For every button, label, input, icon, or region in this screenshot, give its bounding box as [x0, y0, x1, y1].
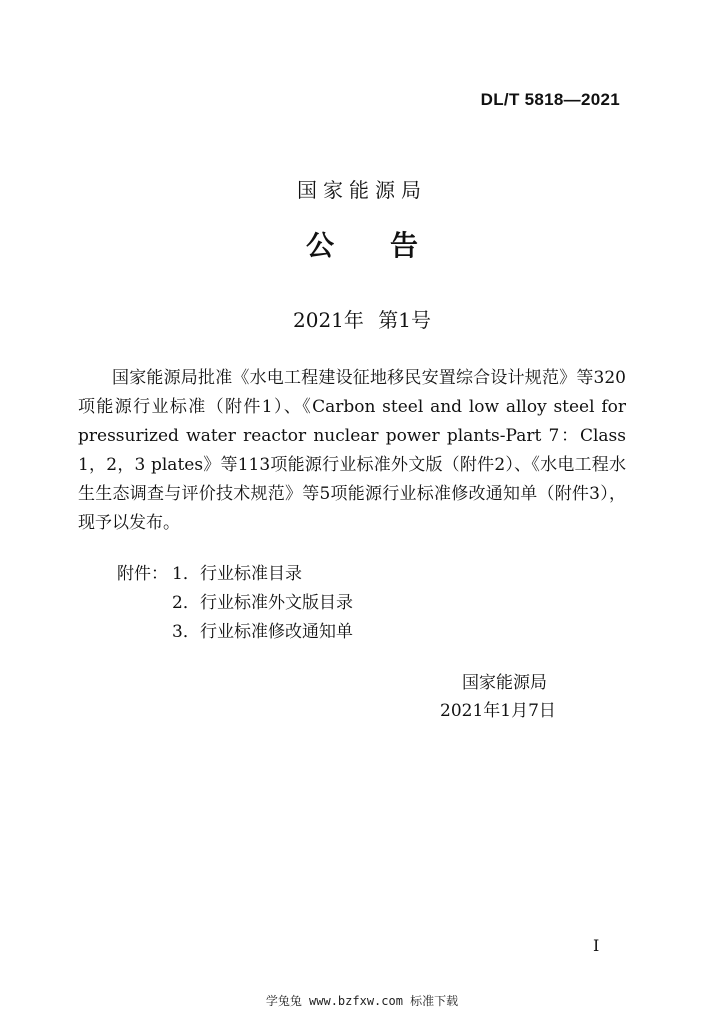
standard-code: DL/T 5818—2021 — [480, 90, 620, 109]
attachment-number: 2． — [172, 593, 200, 613]
attachment-item — [117, 560, 353, 589]
attachment-label: 行业标准修改通知单 — [200, 622, 353, 642]
document-number: 2021年 第1号 — [293, 308, 431, 332]
attachment-number: 1． — [172, 564, 200, 584]
document-type-title: 公告 — [305, 229, 474, 262]
announcement-body: 国家能源局批准《水电工程建设征地移民安置综合设计规范》等320项能源行业标准（附件1）、《Carbon steel and low alloy steel for pressurized water reactor nuclear power plants-Part 7：Class 1，2，3 plates》等113项能源行业标准外文版（附件2）、《水电工程水生生态调查与评价技术规范》等5项能源行业标准修改通知单（附件3），现予以发布。 — [78, 368, 626, 533]
attachment-list — [117, 560, 353, 647]
issuer-title: 国家能源局 — [297, 178, 427, 202]
page-number: I — [593, 936, 600, 955]
attachment-prefix: 附件： — [117, 564, 168, 584]
attachment-label: 行业标准目录 — [200, 564, 302, 584]
attachment-item — [117, 589, 353, 618]
signer-name: 国家能源局 — [462, 673, 547, 693]
attachment-number: 3． — [172, 622, 200, 642]
attachment-label: 行业标准外文版目录 — [200, 593, 353, 613]
signature-date: 2021年1月7日 — [440, 701, 556, 721]
footer-watermark: 学兔兔 www.bzfxw.com 标准下载 — [265, 994, 459, 1008]
attachment-item — [117, 618, 353, 647]
